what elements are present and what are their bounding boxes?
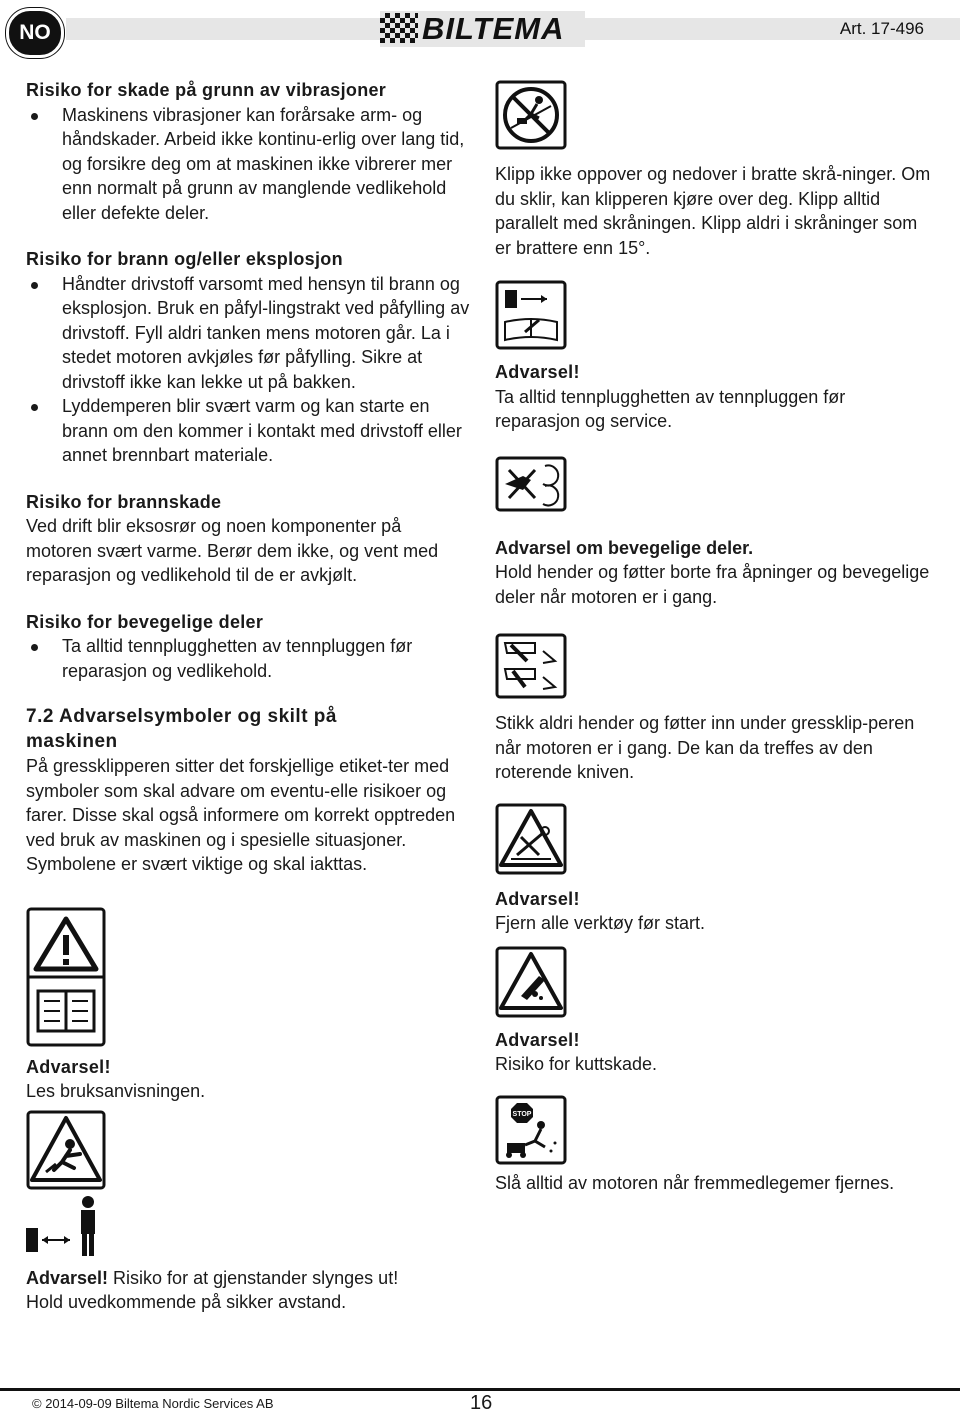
page-footer — [0, 1388, 960, 1414]
section-heading: 7.2 Advarselsymboler og skilt på maskinen — [26, 706, 337, 752]
footer-divider — [0, 1388, 960, 1391]
burn-heading: Risiko for brannskade — [26, 491, 222, 512]
thrown-objects-icon — [26, 1110, 106, 1190]
page-number: 16 — [470, 1392, 493, 1414]
tools-warning-text: Fjern alle verktøy før start. — [495, 913, 706, 933]
spark-plug-text: Ta alltid tennplugghetten av tennpluggen før reparasjon og service. — [495, 386, 846, 431]
burn-text: Ved drift blir eksosrør og noen komponenter på motoren svært varme. Berør dem ikke, og vent med reparasjon og vedlikehold til de er avkjølt. — [26, 516, 439, 585]
section-text: På gressklipperen sitter det forskjellige etiket-ter med symboler som skal advare om eventu-elle risikoer og farer. Disse skal også informere om korrekt opptreden ved bruk av maskinen og i spesielle situasjoner. Symbolene er svært viktige og skal iakttas. — [26, 756, 456, 874]
stop-engine-text: Slå alltid av motoren når fremmedlegemer fjernes. — [495, 1172, 895, 1193]
fire-list — [26, 272, 471, 468]
thrown-objects-text: Advarsel! Risiko for at gjenstander slynges ut! — [26, 1267, 399, 1288]
cut-hazard-icon — [495, 946, 567, 1018]
safe-distance-text: Hold uvedkommende på sikker avstand. — [26, 1292, 347, 1312]
vibration-heading: Risiko for skade på grunn av vibrasjoner — [26, 80, 387, 100]
cut-warning-text: Risiko for kuttskade. — [495, 1054, 658, 1074]
list-item: Håndter drivstoff varsomt med hensyn til brann og eksplosjon. Bruk en påfyl-lingstrakt ved påfylling av drivstoff. Fyll aldri tanken mens motoren går. La i stedet motoren avkjøles før påfylling. Sikre at drivstoff ikke kan lekke ut på bakken. — [26, 272, 471, 395]
biltema-logo: BILTEMA — [380, 11, 585, 47]
warning-manual-icon — [26, 907, 106, 1047]
list-item: Ta alltid tennplugghetten av tennpluggen før reparasjon og vedlikehold. — [26, 634, 471, 683]
fire-heading: Risiko for brann og/eller eksplosjon — [26, 249, 343, 269]
manual-warning-title: Advarsel! — [26, 1056, 111, 1077]
cut-warning-title: Advarsel! — [495, 1029, 580, 1050]
left-column — [26, 78, 471, 1315]
language-badge: NO — [6, 8, 64, 58]
slope-text: Klipp ikke oppover og nedover i bratte skrå-ninger. Om du sklir, kan klipperen kjøre over deg. Klipp alltid parallelt med skråningen. Klipp aldri i skråninger som er brattere enn 15°. — [495, 164, 931, 258]
moving-parts-title: Advarsel om bevegelige deler. — [495, 537, 754, 558]
stop-sign-label: STOP — [512, 1110, 532, 1118]
copyright: © 2014-09-09 Biltema Nordic Services AB — [32, 1396, 274, 1411]
article-number: Art. 17-496 — [839, 19, 924, 38]
manual-warning-text: Les bruksanvisningen. — [26, 1081, 206, 1101]
spark-plug-title: Advarsel! — [495, 362, 580, 382]
moving-parts-heading: Risiko for bevegelige deler — [26, 611, 264, 632]
no-slope-mowing-icon — [495, 80, 567, 150]
page-header — [0, 0, 960, 60]
blade-text: Stikk aldri hender og føtter inn under gressklip-peren når motoren er i gang. De kan da treffes av den roterende kniven. — [495, 713, 915, 782]
list-item: Lyddemperen blir svært varm og kan starte en brann om den kommer i kontakt med drivstoff eller annet brennbart materiale. — [26, 394, 471, 468]
hand-foot-blade-icon — [495, 633, 567, 699]
tools-warning-title: Advarsel! — [495, 888, 580, 909]
moving-parts-icon — [495, 456, 567, 512]
safe-distance-icon — [26, 1194, 106, 1258]
moving-parts-text: Hold hender og føtter borte fra åpninger og bevegelige deler når motoren er i gang. — [495, 562, 930, 607]
stop-engine-icon — [495, 1095, 567, 1165]
vibration-list — [26, 103, 471, 226]
checkered-flag-icon — [380, 13, 418, 43]
right-column — [495, 80, 935, 1195]
moving-parts-list — [26, 634, 471, 683]
remove-tools-icon — [495, 803, 567, 875]
list-item: Maskinens vibrasjoner kan forårsake arm- og håndskader. Arbeid ikke kontinu-erlig over lang tid, og forsikre deg om at maskinen ikke vibrerer mer enn normalt på grunn av manglende vedlikehold eller defekte deler. — [26, 103, 471, 226]
spark-plug-manual-icon — [495, 280, 567, 350]
